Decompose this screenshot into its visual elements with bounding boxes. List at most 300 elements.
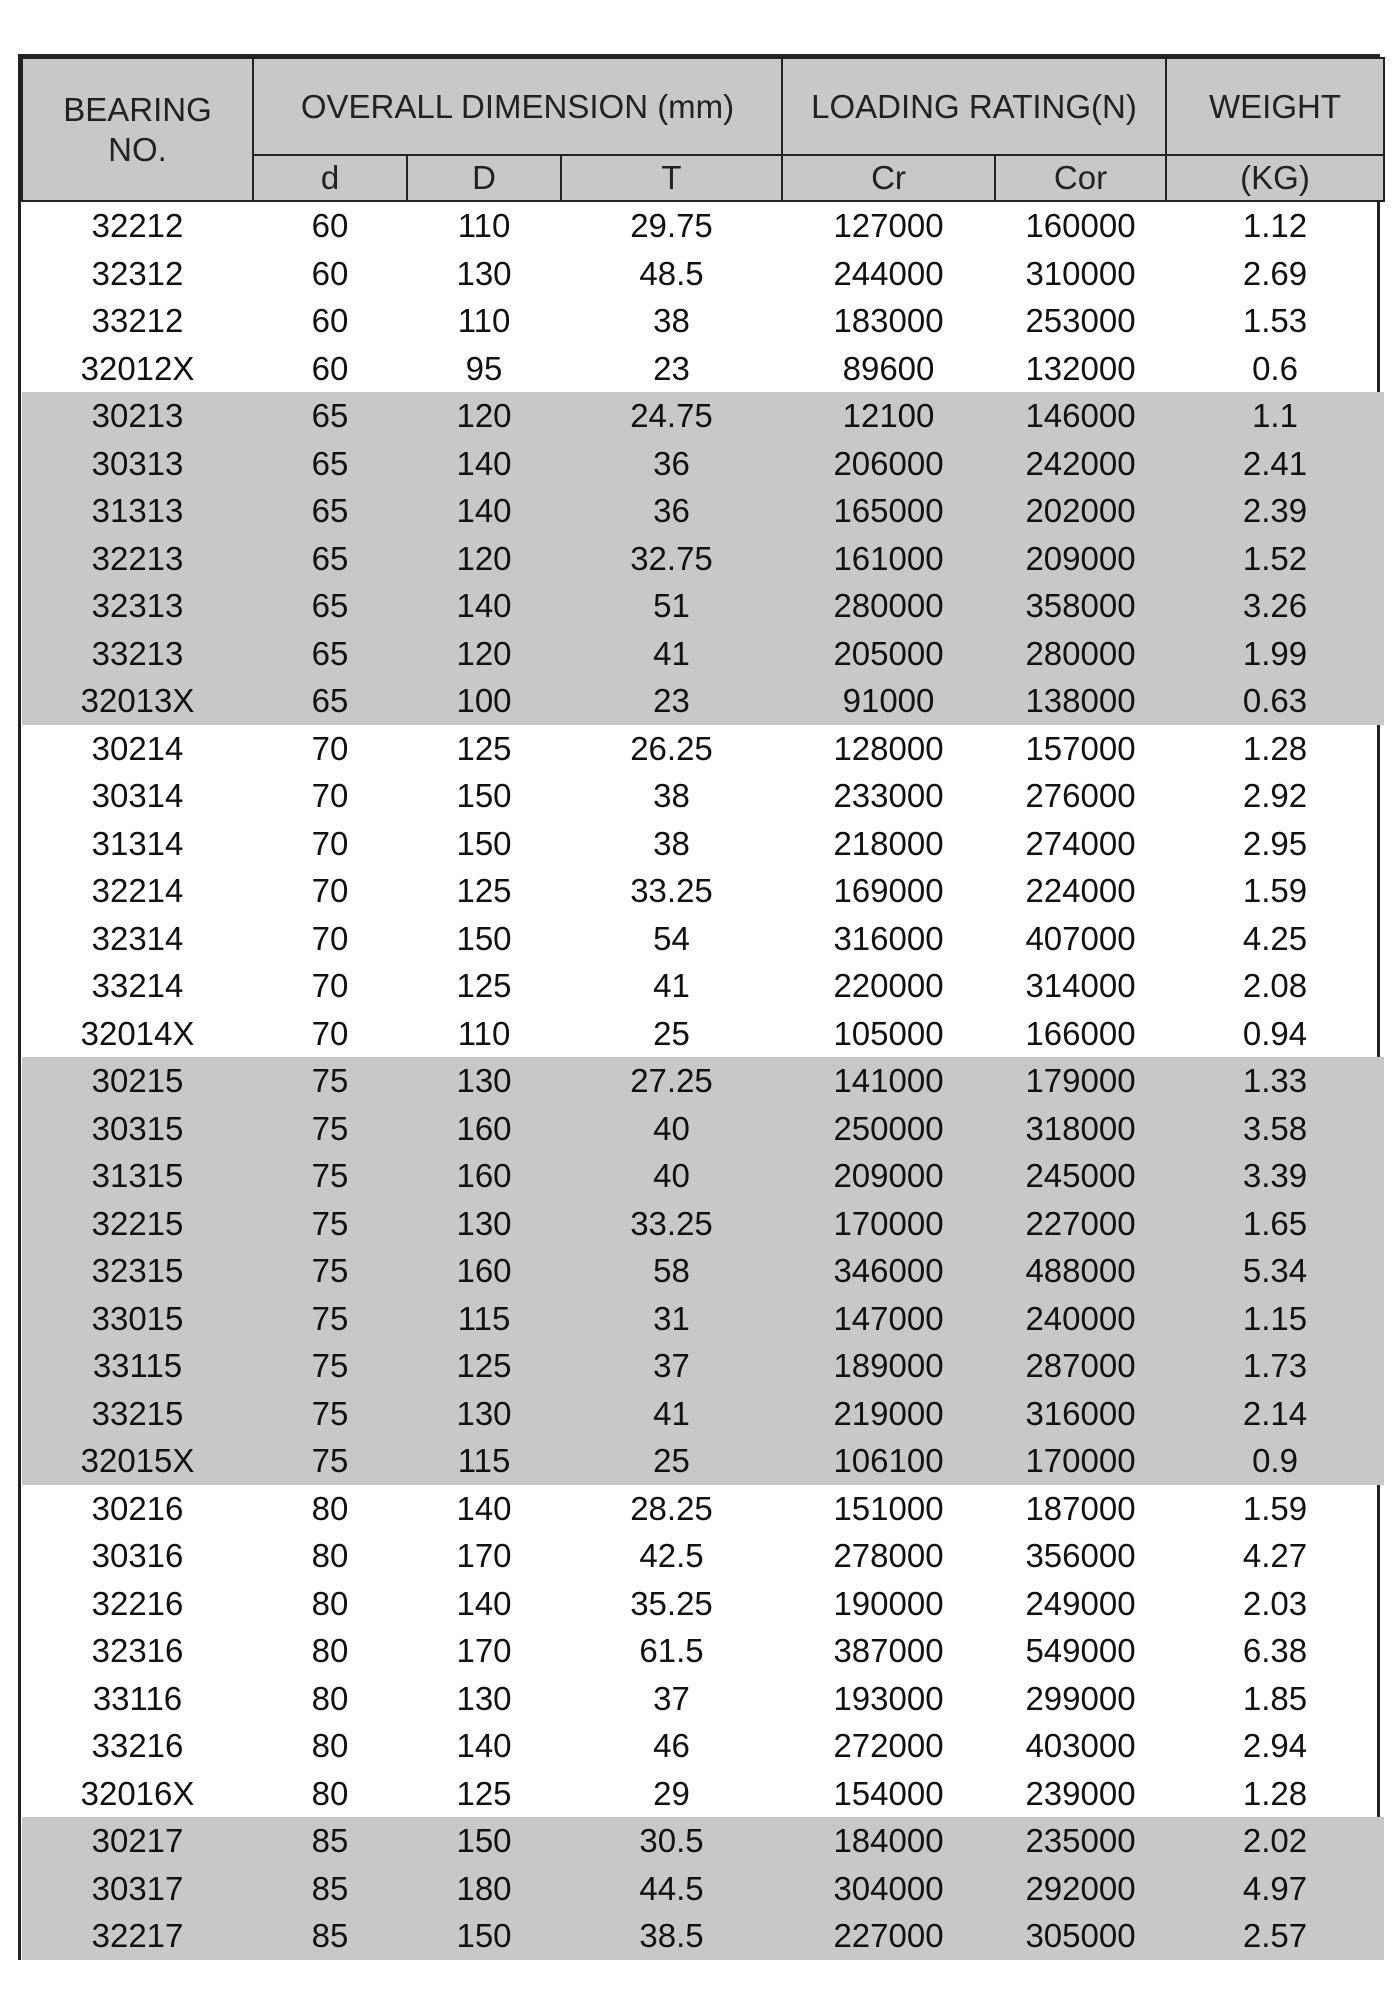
table-row (22, 1532, 1384, 1580)
table-row (22, 820, 1384, 868)
weight-cell: 2.41 (1166, 440, 1384, 488)
weight-cell: 6.38 (1242, 1632, 1308, 1670)
header-weight: WEIGHT (1166, 58, 1384, 155)
table-row (22, 1722, 1384, 1770)
bearing-no-cell: 32312 (91, 254, 184, 292)
weight-cell: 2.92 (1242, 777, 1308, 815)
big-d-cell: 130 (407, 1200, 561, 1248)
t-cell: 61.5 (639, 1632, 704, 1670)
table-row (22, 725, 1384, 773)
weight-cell: 2.57 (1166, 1912, 1384, 1960)
big-d-cell: 125 (407, 1342, 561, 1390)
table-row (22, 487, 1384, 535)
cr-cell: 387000 (833, 1632, 944, 1670)
bearing-no-cell: 33215 (22, 1390, 253, 1438)
cor-cell: 157000 (1025, 729, 1136, 767)
cr-cell: 316000 (833, 919, 944, 957)
t-cell: 32.75 (561, 535, 782, 583)
big-d-cell: 140 (407, 440, 561, 488)
cr-cell: 106100 (782, 1437, 995, 1485)
big-d-cell: 150 (456, 777, 512, 815)
d-cell: 65 (253, 582, 407, 630)
big-d-cell: 140 (407, 582, 561, 630)
cor-cell: 179000 (995, 1057, 1166, 1105)
t-cell: 27.25 (561, 1057, 782, 1105)
weight-cell: 1.33 (1166, 1057, 1384, 1105)
big-d-cell: 110 (457, 1014, 511, 1052)
weight-cell: 1.59 (1242, 1489, 1308, 1527)
bearing-no-cell: 32014X (80, 1014, 195, 1052)
d-cell: 80 (311, 1774, 349, 1812)
big-d-cell: 95 (465, 349, 503, 387)
d-cell: 65 (253, 535, 407, 583)
cor-cell: 138000 (995, 677, 1166, 725)
d-cell: 85 (253, 1817, 407, 1865)
cor-cell: 358000 (995, 582, 1166, 630)
bearing-no-cell: 33212 (91, 302, 184, 340)
t-cell: 42.5 (639, 1537, 704, 1575)
table-row (22, 1105, 1384, 1153)
bearing-table-container (18, 54, 1380, 1960)
weight-cell: 5.34 (1166, 1247, 1384, 1295)
cr-cell: 220000 (833, 967, 944, 1005)
d-cell: 75 (253, 1437, 407, 1485)
bearing-no-cell: 32216 (91, 1584, 184, 1622)
d-cell: 60 (311, 349, 349, 387)
cr-cell: 209000 (782, 1152, 995, 1200)
big-d-cell: 140 (407, 487, 561, 535)
bearing-no-cell: 32212 (91, 207, 184, 245)
cor-cell: 209000 (995, 535, 1166, 583)
table-row (22, 250, 1384, 298)
bearing-no-cell: 33213 (22, 630, 253, 678)
header-T: T (561, 155, 782, 201)
cor-cell: 249000 (1025, 1584, 1136, 1622)
cor-cell: 316000 (995, 1390, 1166, 1438)
t-cell: 33.25 (630, 872, 713, 910)
table-row (22, 1152, 1384, 1200)
cr-cell: 89600 (842, 349, 935, 387)
cor-cell: 292000 (995, 1865, 1166, 1913)
cr-cell: 227000 (782, 1912, 995, 1960)
t-cell: 35.25 (630, 1584, 713, 1622)
t-cell: 54 (653, 919, 690, 957)
table-row (22, 1912, 1384, 1960)
cor-cell: 240000 (995, 1295, 1166, 1343)
big-d-cell: 130 (407, 1390, 561, 1438)
d-cell: 60 (311, 207, 349, 245)
cor-cell: 146000 (995, 392, 1166, 440)
bearing-no-cell: 32213 (22, 535, 253, 583)
header-kg: (KG) (1166, 155, 1384, 201)
d-cell: 75 (253, 1057, 407, 1105)
bearing-no-cell: 30316 (91, 1537, 184, 1575)
bearing-no-cell: 30313 (22, 440, 253, 488)
cr-cell: 12100 (782, 392, 995, 440)
d-cell: 70 (311, 872, 349, 910)
big-d-cell: 115 (407, 1295, 561, 1343)
weight-cell: 1.53 (1242, 302, 1308, 340)
header-d: d (253, 155, 407, 201)
weight-cell: 2.02 (1166, 1817, 1384, 1865)
big-d-cell: 160 (407, 1105, 561, 1153)
cor-cell: 202000 (995, 487, 1166, 535)
t-cell: 41 (561, 1390, 782, 1438)
header-cor: Cor (995, 155, 1166, 201)
cr-cell: 147000 (782, 1295, 995, 1343)
weight-cell: 1.15 (1166, 1295, 1384, 1343)
t-cell: 58 (561, 1247, 782, 1295)
bearing-no-cell: 30216 (91, 1489, 184, 1527)
cr-cell: 218000 (833, 824, 944, 862)
cr-cell: 184000 (782, 1817, 995, 1865)
table-row (22, 440, 1384, 488)
header-bearing-no: BEARING NO. (22, 58, 253, 201)
d-cell: 80 (311, 1537, 349, 1575)
d-cell: 80 (311, 1584, 349, 1622)
t-cell: 36 (561, 440, 782, 488)
d-cell: 60 (311, 254, 349, 292)
cor-cell: 227000 (995, 1200, 1166, 1248)
bearing-no-cell: 32013X (22, 677, 253, 725)
t-cell: 25 (653, 1014, 690, 1052)
big-d-cell: 120 (407, 535, 561, 583)
d-cell: 80 (311, 1679, 349, 1717)
cor-cell: 356000 (1025, 1537, 1136, 1575)
cor-cell: 280000 (995, 630, 1166, 678)
t-cell: 30.5 (561, 1817, 782, 1865)
big-d-cell: 150 (407, 1912, 561, 1960)
big-d-cell: 125 (456, 1774, 512, 1812)
cr-cell: 105000 (833, 1014, 944, 1052)
table-row (22, 1200, 1384, 1248)
bearing-no-cell: 33214 (91, 967, 184, 1005)
weight-cell: 3.39 (1166, 1152, 1384, 1200)
bearing-no-cell: 33216 (91, 1727, 184, 1765)
bearing-spec-table (21, 57, 1385, 1960)
weight-cell: 2.08 (1242, 967, 1308, 1005)
d-cell: 80 (311, 1632, 349, 1670)
cr-cell: 91000 (782, 677, 995, 725)
weight-cell: 1.99 (1166, 630, 1384, 678)
big-d-cell: 150 (407, 1817, 561, 1865)
big-d-cell: 140 (456, 1489, 512, 1527)
cr-cell: 127000 (833, 207, 944, 245)
cor-cell: 299000 (1025, 1679, 1136, 1717)
cr-cell: 141000 (782, 1057, 995, 1105)
big-d-cell: 115 (407, 1437, 561, 1485)
cor-cell: 245000 (995, 1152, 1166, 1200)
t-cell: 40 (561, 1152, 782, 1200)
t-cell: 28.25 (630, 1489, 713, 1527)
cr-cell: 151000 (833, 1489, 944, 1527)
d-cell: 65 (253, 440, 407, 488)
d-cell: 65 (253, 630, 407, 678)
bearing-no-cell: 32313 (22, 582, 253, 630)
d-cell: 70 (311, 729, 349, 767)
bearing-no-cell: 31315 (22, 1152, 253, 1200)
weight-cell: 1.28 (1242, 1774, 1308, 1812)
table-row (22, 1770, 1384, 1818)
cor-cell: 160000 (1025, 207, 1136, 245)
weight-cell: 1.59 (1242, 872, 1308, 910)
d-cell: 75 (253, 1152, 407, 1200)
weight-cell: 1.12 (1242, 207, 1308, 245)
t-cell: 44.5 (561, 1865, 782, 1913)
bearing-no-cell: 30214 (91, 729, 184, 767)
t-cell: 38 (653, 824, 690, 862)
cor-cell: 253000 (1025, 302, 1136, 340)
cor-cell: 403000 (1025, 1727, 1136, 1765)
cr-cell: 169000 (833, 872, 944, 910)
bearing-no-cell: 32016X (80, 1774, 195, 1812)
weight-cell: 2.03 (1242, 1584, 1308, 1622)
big-d-cell: 100 (407, 677, 561, 725)
d-cell: 70 (311, 777, 349, 815)
t-cell: 51 (561, 582, 782, 630)
bearing-no-cell: 32316 (91, 1632, 184, 1670)
big-d-cell: 110 (457, 207, 511, 245)
t-cell: 37 (561, 1342, 782, 1390)
table-frame (18, 54, 1380, 1960)
t-cell: 38.5 (561, 1912, 782, 1960)
cor-cell: 314000 (1025, 967, 1136, 1005)
t-cell: 48.5 (639, 254, 704, 292)
weight-cell: 1.85 (1242, 1679, 1308, 1717)
bearing-no-cell: 32214 (91, 872, 184, 910)
table-row (22, 1485, 1384, 1533)
cr-cell: 280000 (782, 582, 995, 630)
big-d-cell: 160 (407, 1247, 561, 1295)
t-cell: 26.25 (630, 729, 713, 767)
bearing-no-cell: 32012X (80, 349, 195, 387)
cr-cell: 183000 (833, 302, 944, 340)
cr-cell: 165000 (782, 487, 995, 535)
big-d-cell: 110 (457, 302, 511, 340)
big-d-cell: 150 (456, 824, 512, 862)
weight-cell: 2.95 (1242, 824, 1308, 862)
t-cell: 37 (653, 1679, 690, 1717)
t-cell: 33.25 (561, 1200, 782, 1248)
bearing-no-cell: 33116 (92, 1679, 183, 1717)
t-cell: 41 (561, 630, 782, 678)
header-loading-rating: LOADING RATING(N) (782, 58, 1166, 155)
big-d-cell: 170 (456, 1632, 512, 1670)
table-row (22, 582, 1384, 630)
cor-cell: 407000 (1025, 919, 1136, 957)
table-row (22, 677, 1384, 725)
cor-cell: 318000 (995, 1105, 1166, 1153)
cr-cell: 128000 (833, 729, 944, 767)
table-row (22, 1057, 1384, 1105)
table-row (22, 1390, 1384, 1438)
d-cell: 70 (311, 967, 349, 1005)
big-d-cell: 180 (407, 1865, 561, 1913)
table-row (22, 1010, 1384, 1058)
weight-cell: 4.25 (1242, 919, 1308, 957)
weight-cell: 0.94 (1242, 1014, 1308, 1052)
cr-cell: 272000 (833, 1727, 944, 1765)
cor-cell: 549000 (1025, 1632, 1136, 1670)
table-row (22, 962, 1384, 1010)
d-cell: 65 (253, 677, 407, 725)
d-cell: 75 (253, 1390, 407, 1438)
cor-cell: 235000 (995, 1817, 1166, 1865)
cr-cell: 278000 (833, 1537, 944, 1575)
d-cell: 70 (311, 919, 349, 957)
t-cell: 40 (561, 1105, 782, 1153)
table-row (22, 201, 1384, 250)
t-cell: 24.75 (561, 392, 782, 440)
big-d-cell: 150 (456, 919, 512, 957)
bearing-no-cell: 32215 (22, 1200, 253, 1248)
bearing-no-cell: 32314 (91, 919, 184, 957)
d-cell: 75 (253, 1342, 407, 1390)
weight-cell: 1.28 (1242, 729, 1308, 767)
cr-cell: 170000 (782, 1200, 995, 1248)
weight-cell: 3.26 (1166, 582, 1384, 630)
weight-cell: 4.27 (1242, 1537, 1308, 1575)
big-d-cell: 120 (407, 630, 561, 678)
table-row (22, 1817, 1384, 1865)
d-cell: 80 (311, 1727, 349, 1765)
cor-cell: 287000 (995, 1342, 1166, 1390)
bearing-no-cell: 30314 (91, 777, 184, 815)
bearing-no-cell: 32217 (22, 1912, 253, 1960)
bearing-no-cell: 32315 (22, 1247, 253, 1295)
d-cell: 60 (311, 302, 349, 340)
table-row (22, 1247, 1384, 1295)
table-row (22, 1675, 1384, 1723)
bearing-no-cell: 30215 (22, 1057, 253, 1105)
table-row (22, 345, 1384, 393)
cor-cell: 310000 (1025, 254, 1136, 292)
cor-cell: 488000 (995, 1247, 1166, 1295)
t-cell: 25 (561, 1437, 782, 1485)
cor-cell: 276000 (1025, 777, 1136, 815)
cor-cell: 239000 (1025, 1774, 1136, 1812)
big-d-cell: 170 (456, 1537, 512, 1575)
table-row (22, 867, 1384, 915)
table-row (22, 1437, 1384, 1485)
d-cell: 65 (253, 392, 407, 440)
t-cell: 41 (653, 967, 690, 1005)
t-cell: 38 (653, 302, 690, 340)
cr-cell: 193000 (833, 1679, 944, 1717)
d-cell: 85 (253, 1912, 407, 1960)
cr-cell: 250000 (782, 1105, 995, 1153)
t-cell: 29.75 (630, 207, 713, 245)
cr-cell: 161000 (782, 535, 995, 583)
cr-cell: 219000 (782, 1390, 995, 1438)
d-cell: 85 (253, 1865, 407, 1913)
cor-cell: 274000 (1025, 824, 1136, 862)
table-row (22, 392, 1384, 440)
cor-cell: 305000 (995, 1912, 1166, 1960)
cor-cell: 170000 (995, 1437, 1166, 1485)
d-cell: 75 (253, 1295, 407, 1343)
t-cell: 31 (561, 1295, 782, 1343)
big-d-cell: 120 (407, 392, 561, 440)
table-row (22, 1295, 1384, 1343)
table-row (22, 1627, 1384, 1675)
d-cell: 70 (311, 824, 349, 862)
bearing-no-cell: 33115 (22, 1342, 253, 1390)
big-d-cell: 130 (407, 1057, 561, 1105)
bearing-no-cell: 30315 (22, 1105, 253, 1153)
cr-cell: 154000 (833, 1774, 944, 1812)
weight-cell: 2.14 (1166, 1390, 1384, 1438)
weight-cell: 1.73 (1166, 1342, 1384, 1390)
header-overall-dimension: OVERALL DIMENSION (mm) (253, 58, 782, 155)
big-d-cell: 125 (456, 967, 512, 1005)
weight-cell: 0.63 (1166, 677, 1384, 725)
bearing-no-cell: 31313 (22, 487, 253, 535)
cor-cell: 242000 (995, 440, 1166, 488)
weight-cell: 0.9 (1166, 1437, 1384, 1485)
table-header (22, 58, 1384, 201)
weight-cell: 4.97 (1166, 1865, 1384, 1913)
cor-cell: 166000 (1025, 1014, 1136, 1052)
big-d-cell: 140 (456, 1584, 512, 1622)
big-d-cell: 160 (407, 1152, 561, 1200)
d-cell: 70 (311, 1014, 349, 1052)
d-cell: 80 (311, 1489, 349, 1527)
cr-cell: 244000 (833, 254, 944, 292)
weight-cell: 2.69 (1242, 254, 1308, 292)
d-cell: 65 (253, 487, 407, 535)
bearing-no-cell: 32015X (22, 1437, 253, 1485)
weight-cell: 0.6 (1252, 349, 1298, 387)
cor-cell: 132000 (1025, 349, 1136, 387)
table-row (22, 1342, 1384, 1390)
weight-cell: 3.58 (1166, 1105, 1384, 1153)
d-cell: 75 (253, 1105, 407, 1153)
table-row (22, 630, 1384, 678)
cr-cell: 190000 (833, 1584, 944, 1622)
big-d-cell: 130 (456, 254, 512, 292)
big-d-cell: 125 (456, 872, 512, 910)
bearing-no-cell: 33015 (22, 1295, 253, 1343)
table-row (22, 1865, 1384, 1913)
cor-cell: 187000 (1025, 1489, 1136, 1527)
d-cell: 75 (253, 1200, 407, 1248)
t-cell: 46 (653, 1727, 690, 1765)
cr-cell: 205000 (782, 630, 995, 678)
d-cell: 75 (253, 1247, 407, 1295)
table-row (22, 915, 1384, 963)
cr-cell: 304000 (782, 1865, 995, 1913)
bearing-no-cell: 31314 (91, 824, 184, 862)
weight-cell: 1.65 (1166, 1200, 1384, 1248)
table-row (22, 297, 1384, 345)
weight-cell: 1.52 (1166, 535, 1384, 583)
t-cell: 38 (653, 777, 690, 815)
bearing-no-cell: 30217 (22, 1817, 253, 1865)
table-row (22, 535, 1384, 583)
t-cell: 36 (561, 487, 782, 535)
header-cr: Cr (782, 155, 995, 201)
table-body (22, 201, 1384, 1960)
cor-cell: 224000 (1025, 872, 1136, 910)
table-row (22, 772, 1384, 820)
table-row (22, 1580, 1384, 1628)
header-D: D (407, 155, 561, 201)
cr-cell: 233000 (833, 777, 944, 815)
cr-cell: 189000 (782, 1342, 995, 1390)
big-d-cell: 125 (456, 729, 512, 767)
cr-cell: 206000 (782, 440, 995, 488)
